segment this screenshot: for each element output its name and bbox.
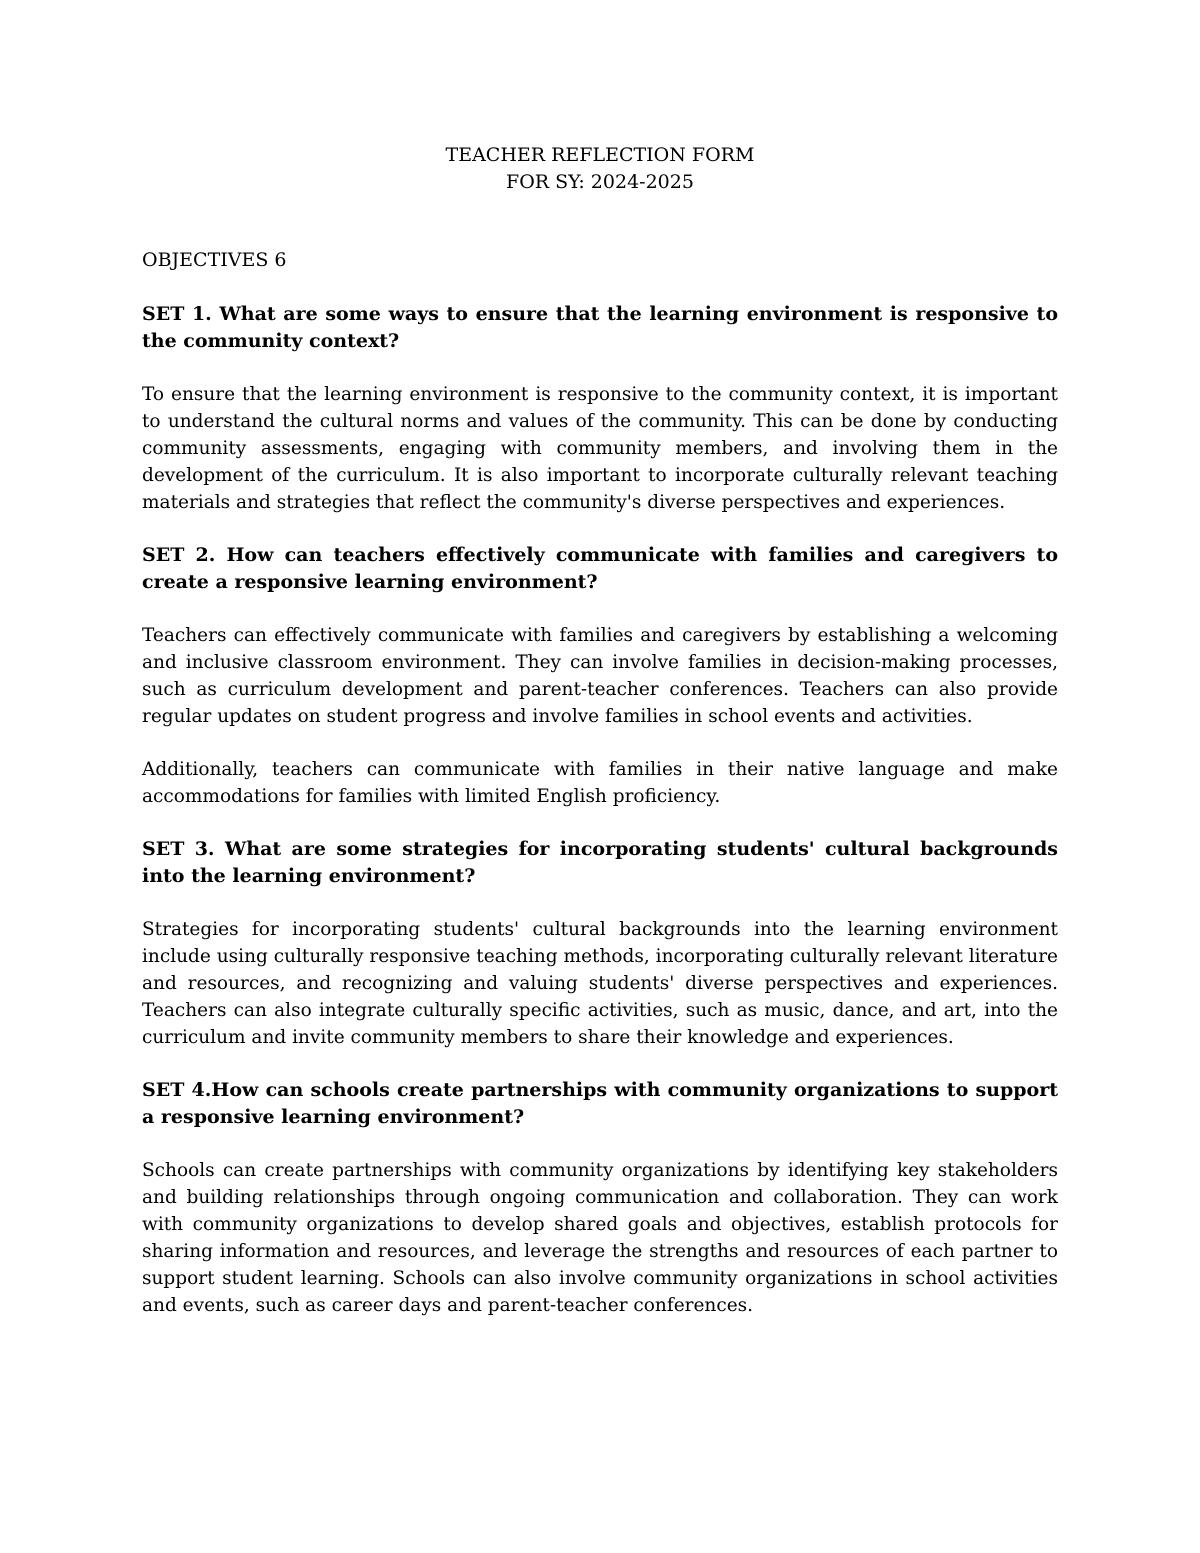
set-2-question: SET 2. How can teachers effectively communicate with families and caregivers to create a responsive learning environment? (142, 544, 1058, 593)
document-page (142, 142, 1058, 1319)
set-2-answer-1: Teachers can effectively communicate with families and caregivers by establishing a welcoming and inclusive classroom environment. They can involve families in decision-making processes, such as curriculum development and parent-teacher conferences. Teachers can also provide regular updates on student progress and involve families in school events and activities. (142, 625, 1058, 727)
set-4-question: SET 4.How can schools create partnerships with community organizations to support a responsive learning environment? (142, 1079, 1058, 1128)
set-4-answer: Schools can create partnerships with community organizations by identifying key stakeholders and building relationships through ongoing communication and collaboration. They can work with community organizations to develop shared goals and objectives, establish protocols for sharing information and resources, and leverage the strengths and resources of each partner to support student learning. Schools can also involve community organizations in school activities and events, such as career days and parent-teacher conferences. (142, 1160, 1058, 1316)
set-2-answer-2: Additionally, teachers can communicate with families in their native language and make accommodations for families with limited English proficiency. (142, 759, 1058, 807)
set-1-question: SET 1. What are some ways to ensure that the learning environment is responsive to the community context? (142, 303, 1058, 352)
objective-heading: OBJECTIVES 6 (142, 249, 287, 271)
set-1-answer: To ensure that the learning environment is responsive to the community context, it is important to understand the cultural norms and values of the community. This can be done by conducting community assessments, engaging with community members, and involving them in the development of the curriculum. It is also important to incorporate culturally relevant teaching materials and strategies that reflect the community's diverse perspectives and experiences. (142, 384, 1058, 513)
form-title: TEACHER REFLECTION FORM (445, 144, 755, 166)
school-year: FOR SY: 2024-2025 (506, 171, 694, 193)
set-3-question: SET 3. What are some strategies for incorporating students' cultural backgrounds into the learning environment? (142, 838, 1058, 887)
set-3-answer: Strategies for incorporating students' cultural backgrounds into the learning environment include using culturally responsive teaching methods, incorporating culturally relevant literature and resources, and recognizing and valuing students' diverse perspectives and experiences. Teachers can also integrate culturally specific activities, such as music, dance, and art, into the curriculum and invite community members to share their knowledge and experiences. (142, 919, 1058, 1048)
